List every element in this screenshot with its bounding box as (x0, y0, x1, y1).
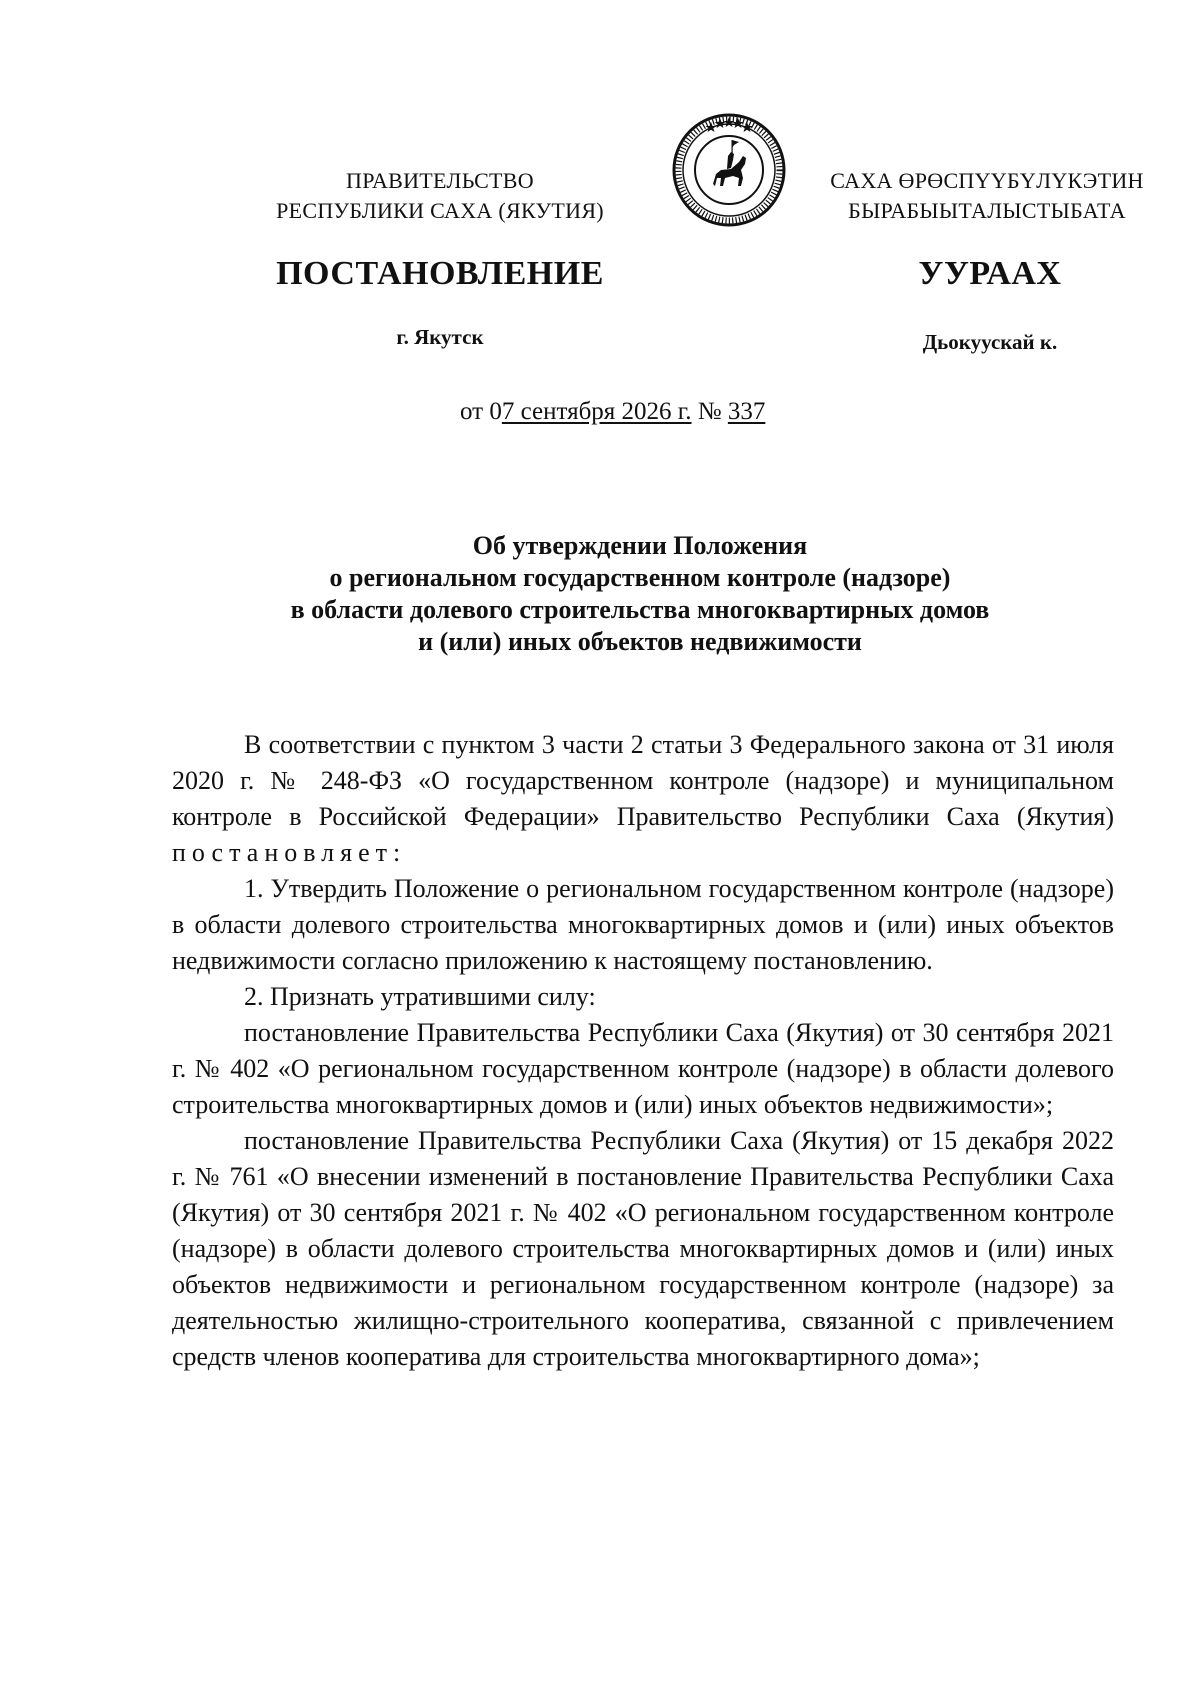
preamble-text: В соответствии с пунктом 3 части 2 статьи 3 Федерального закона от 31 июля 2020 г. № 248-ФЗ «О государственном контроле (надзоре) и муниципальном контроле в Российской Федерации» Правительство Республики Саха (Якутия) (172, 730, 1114, 831)
title-line-4: и (или) иных объектов недвижимости (418, 627, 862, 656)
number-label: № (697, 398, 722, 425)
paragraph-item-1: 1. Утвердить Положение о региональном государственном контроле (надзоре) в области долевого строительства многоквартирных домов и (или) иных объектов недвижимости согласно приложению к настоящему постановлению. (172, 874, 1114, 975)
document-number: 337 (727, 398, 766, 425)
title-line-1: Об утверждении Положения (472, 531, 808, 560)
date-prefix: от 0 (460, 398, 502, 425)
org-name-sakha-line2: БЫРАБЫЫТАЛЫСТЫБАТА (848, 198, 1126, 223)
city-sakha: Дьокуускай к. (922, 330, 1058, 354)
title-line-3: в области долевого строительства многоквартирных домов (290, 595, 990, 624)
preamble-decree-word: постановляет: (172, 838, 407, 867)
org-name-ru (245, 166, 635, 226)
coat-of-arms-icon (671, 112, 787, 228)
paragraph-preamble (172, 727, 1114, 871)
paragraph-repealed-1: постановление Правительства Республики Саха (Якутия) от 30 сентября 2021 г. № 402 «О региональном государственном контроле (надзоре) в области долевого строительства многоквартирных домов и (или) иных объектов недвижимости»; (172, 1018, 1114, 1119)
document-date-number (460, 398, 860, 426)
org-name-sakha (822, 166, 1152, 226)
doc-type-sakha: УУРААХ (918, 255, 1062, 292)
city-ru: г. Якутск (396, 325, 484, 349)
org-name-ru-line1: ПРАВИТЕЛЬСТВО (346, 168, 534, 193)
doc-type-ru: ПОСТАНОВЛЕНИЕ (276, 255, 604, 292)
paragraph-item-2: 2. Признать утратившими силу: (244, 982, 596, 1011)
paragraph-repealed-2: постановление Правительства Республики Саха (Якутия) от 15 декабря 2022 г. № 761 «О внесении изменений в постановление Правительства Республики Саха (Якутия) от 30 сентября 2021 г. № 402 «О региональном государственном контроле (надзоре) в области долевого строительства многоквартирных домов и (или) иных объектов недвижимости и региональном государственном контроле (надзоре) за деятельностью жилищно-строительного кооператива, связанной с привлечением средств членов кооператива для строительства многоквартирного дома»; (172, 1126, 1114, 1371)
org-name-ru-line2: РЕСПУБЛИКИ САХА (ЯКУТИЯ) (276, 198, 604, 223)
document-body (172, 727, 1114, 1375)
document-title (170, 530, 1110, 658)
date-value: 7 сентября 2026 г. (501, 398, 692, 425)
title-line-2: о региональном государственном контроле (надзоре) (329, 563, 951, 592)
org-name-sakha-line1: САХА ӨРӨСПҮҮБҮЛҮКЭТИН (830, 168, 1144, 193)
